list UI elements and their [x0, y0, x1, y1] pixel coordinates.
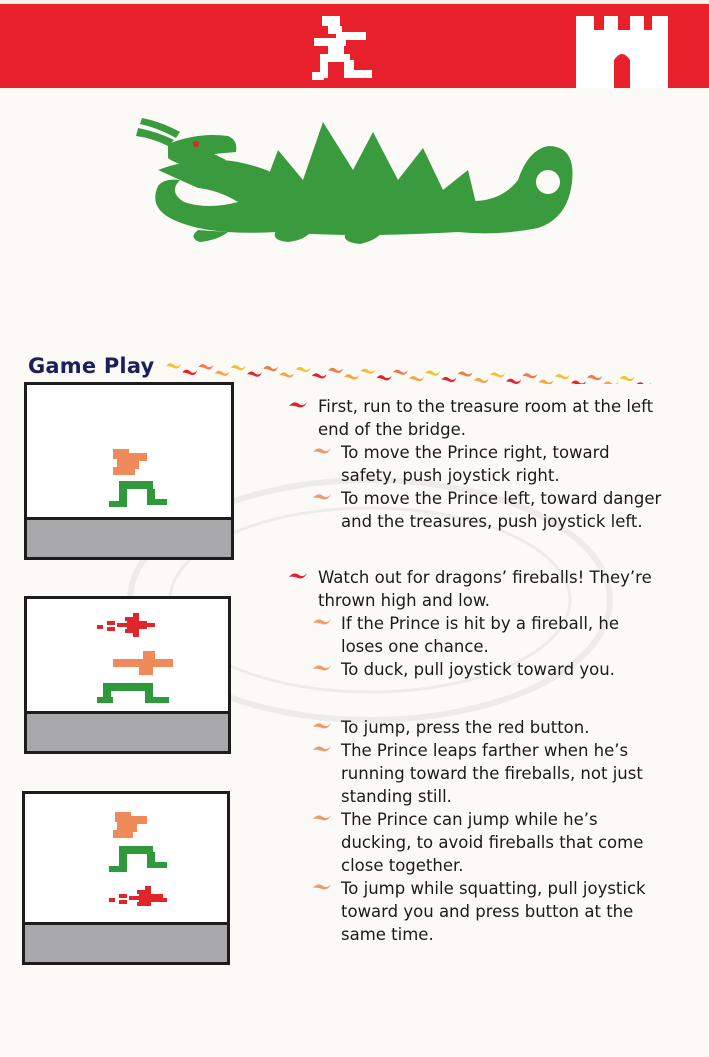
instruction-main: Watch out for dragons’ fireballs! They’re thrown high and low. [286, 566, 666, 612]
orange-bullet-icon [312, 490, 332, 502]
bridge-floor [25, 922, 227, 962]
confetti-mark [393, 370, 408, 375]
prince-jumping-fireball-screen [22, 791, 230, 965]
orange-bullet-icon [312, 719, 332, 731]
bridge-floor [27, 711, 228, 751]
instruction-sub: To jump, press the red button. [286, 716, 666, 739]
confetti-mark [198, 364, 213, 369]
confetti-mark [377, 375, 392, 380]
confetti-mark [425, 370, 440, 375]
red-bullet-icon [288, 398, 308, 410]
orange-bullet-icon [312, 880, 332, 892]
section-title: Game Play [28, 354, 155, 378]
confetti-mark [247, 371, 262, 376]
confetti-divider [160, 354, 660, 384]
dragon-illustration [128, 110, 576, 250]
instructions-block-1 [286, 395, 666, 533]
confetti-mark [522, 373, 537, 378]
header-bar [0, 0, 709, 88]
confetti-mark [555, 374, 570, 379]
confetti-mark [360, 369, 375, 374]
confetti-mark [571, 380, 586, 384]
confetti-mark [166, 363, 181, 368]
instruction-sub: To move the Prince left, toward danger and the treasures, push joystick left. [286, 487, 666, 533]
confetti-mark [279, 372, 294, 377]
confetti-mark [620, 376, 635, 381]
orange-bullet-icon [312, 742, 332, 754]
bridge-floor [27, 517, 231, 557]
confetti-mark [603, 381, 618, 384]
instructions-block-2 [286, 566, 666, 681]
header-top-edge [0, 0, 709, 4]
confetti-mark [409, 376, 424, 381]
running-prince-icon [308, 14, 374, 84]
orange-bullet-icon [312, 444, 332, 456]
instructions-block-3 [286, 716, 666, 946]
confetti-mark [312, 373, 327, 378]
confetti-mark [182, 370, 197, 375]
instruction-main: First, run to the treasure room at the left end of the bridge. [286, 395, 666, 441]
instruction-sub: To move the Prince right, toward safety, push joystick right. [286, 441, 666, 487]
instruction-sub: To jump while squatting, pull joystick toward you and press button at the same time. [286, 877, 666, 946]
confetti-mark [231, 365, 246, 370]
confetti-mark [263, 366, 278, 371]
confetti-mark [587, 375, 602, 380]
confetti-mark [490, 372, 505, 377]
confetti-mark [636, 382, 651, 384]
orange-bullet-icon [312, 811, 332, 823]
castle-icon [574, 14, 670, 90]
instruction-sub: To duck, pull joystick toward you. [286, 658, 666, 681]
confetti-mark [296, 367, 311, 372]
confetti-mark [474, 378, 489, 383]
red-bullet-icon [288, 569, 308, 581]
prince-ducking-fireball-screen [24, 596, 231, 754]
confetti-mark [328, 368, 343, 373]
confetti-mark [215, 371, 230, 376]
prince-running-screen [24, 382, 234, 560]
orange-bullet-icon [312, 661, 332, 673]
orange-bullet-icon [312, 615, 332, 627]
instruction-sub: The Prince can jump while he’s ducking, to avoid fireballs that come close together. [286, 808, 666, 877]
confetti-mark [441, 377, 456, 382]
instruction-sub: The Prince leaps farther when he’s running toward the fireballs, not just standing still. [286, 739, 666, 808]
instruction-sub: If the Prince is hit by a fireball, he loses one chance. [286, 612, 666, 658]
confetti-mark [506, 379, 521, 384]
confetti-mark [344, 374, 359, 379]
confetti-mark [539, 380, 554, 384]
confetti-mark [458, 371, 473, 376]
